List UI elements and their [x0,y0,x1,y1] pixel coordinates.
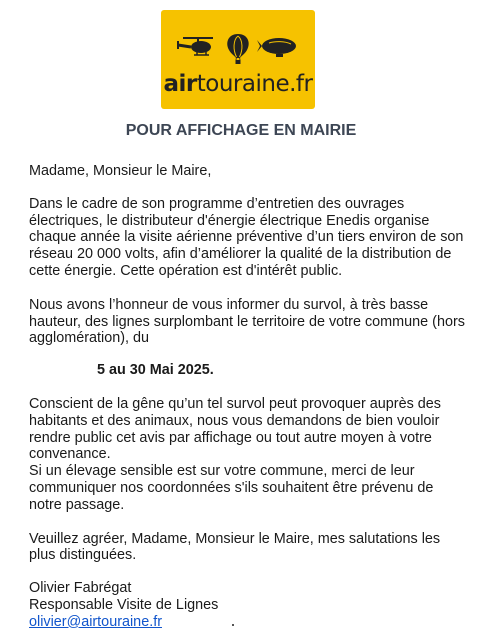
helicopter-icon [178,38,213,55]
page-title: POUR AFFICHAGE EN MAIRIE [0,121,482,141]
signature-email-link[interactable]: olivier@airtouraine.fr [29,614,162,630]
paragraph-maintenance-program: Dans le cadre de son programme d’entretien des ouvrages électriques, le distributeur d'énergie électrique Enedis organise chaque année la visite aérienne préventive d’un tiers environ de son réseau 20 000 volts, afin d’améliorer la qualité de la distribution de cette énergie. Cette opération est d'intérêt public. [29,196,469,280]
letter-body [29,163,469,631]
overflight-dates: 5 au 30 Mai 2025. [29,362,469,379]
paragraph-public-notice-request: Conscient de la gêne qu’un tel survol peut provoquer auprès des habitants et des animaux, nous vous demandons de bien vouloir rendre public cet avis par affichage ou tout autre moyen à votre convenance. [29,396,469,463]
logo-icons [161,10,315,70]
airtouraine-logo [161,10,315,109]
page-marker-dot [232,624,234,626]
airship-icon [257,38,296,57]
salutation: Madame, Monsieur le Maire, [29,163,469,180]
paragraph-livestock-notice: Si un élevage sensible est sur votre commune, merci de leur communiquer nos coordonnées s'ils souhaitent être prévenu de notre passage. [29,463,469,513]
hot-air-balloon-icon [227,34,248,64]
closing-formula: Veuillez agréer, Madame, Monsieur le Maire, mes salutations les plus distinguées. [29,531,469,565]
logo-text-rest: touraine.fr [197,71,313,97]
logo-wordmark [161,70,315,98]
signature-role: Responsable Visite de Lignes [29,597,469,614]
paragraph-overflight-notice: Nous avons l’honneur de vous informer du survol, à très basse hauteur, des lignes surplombant le territoire de votre commune (hors agglomération), du [29,297,469,347]
logo-text-bold: air [164,71,197,97]
signature-name: Olivier Fabrégat [29,580,469,597]
